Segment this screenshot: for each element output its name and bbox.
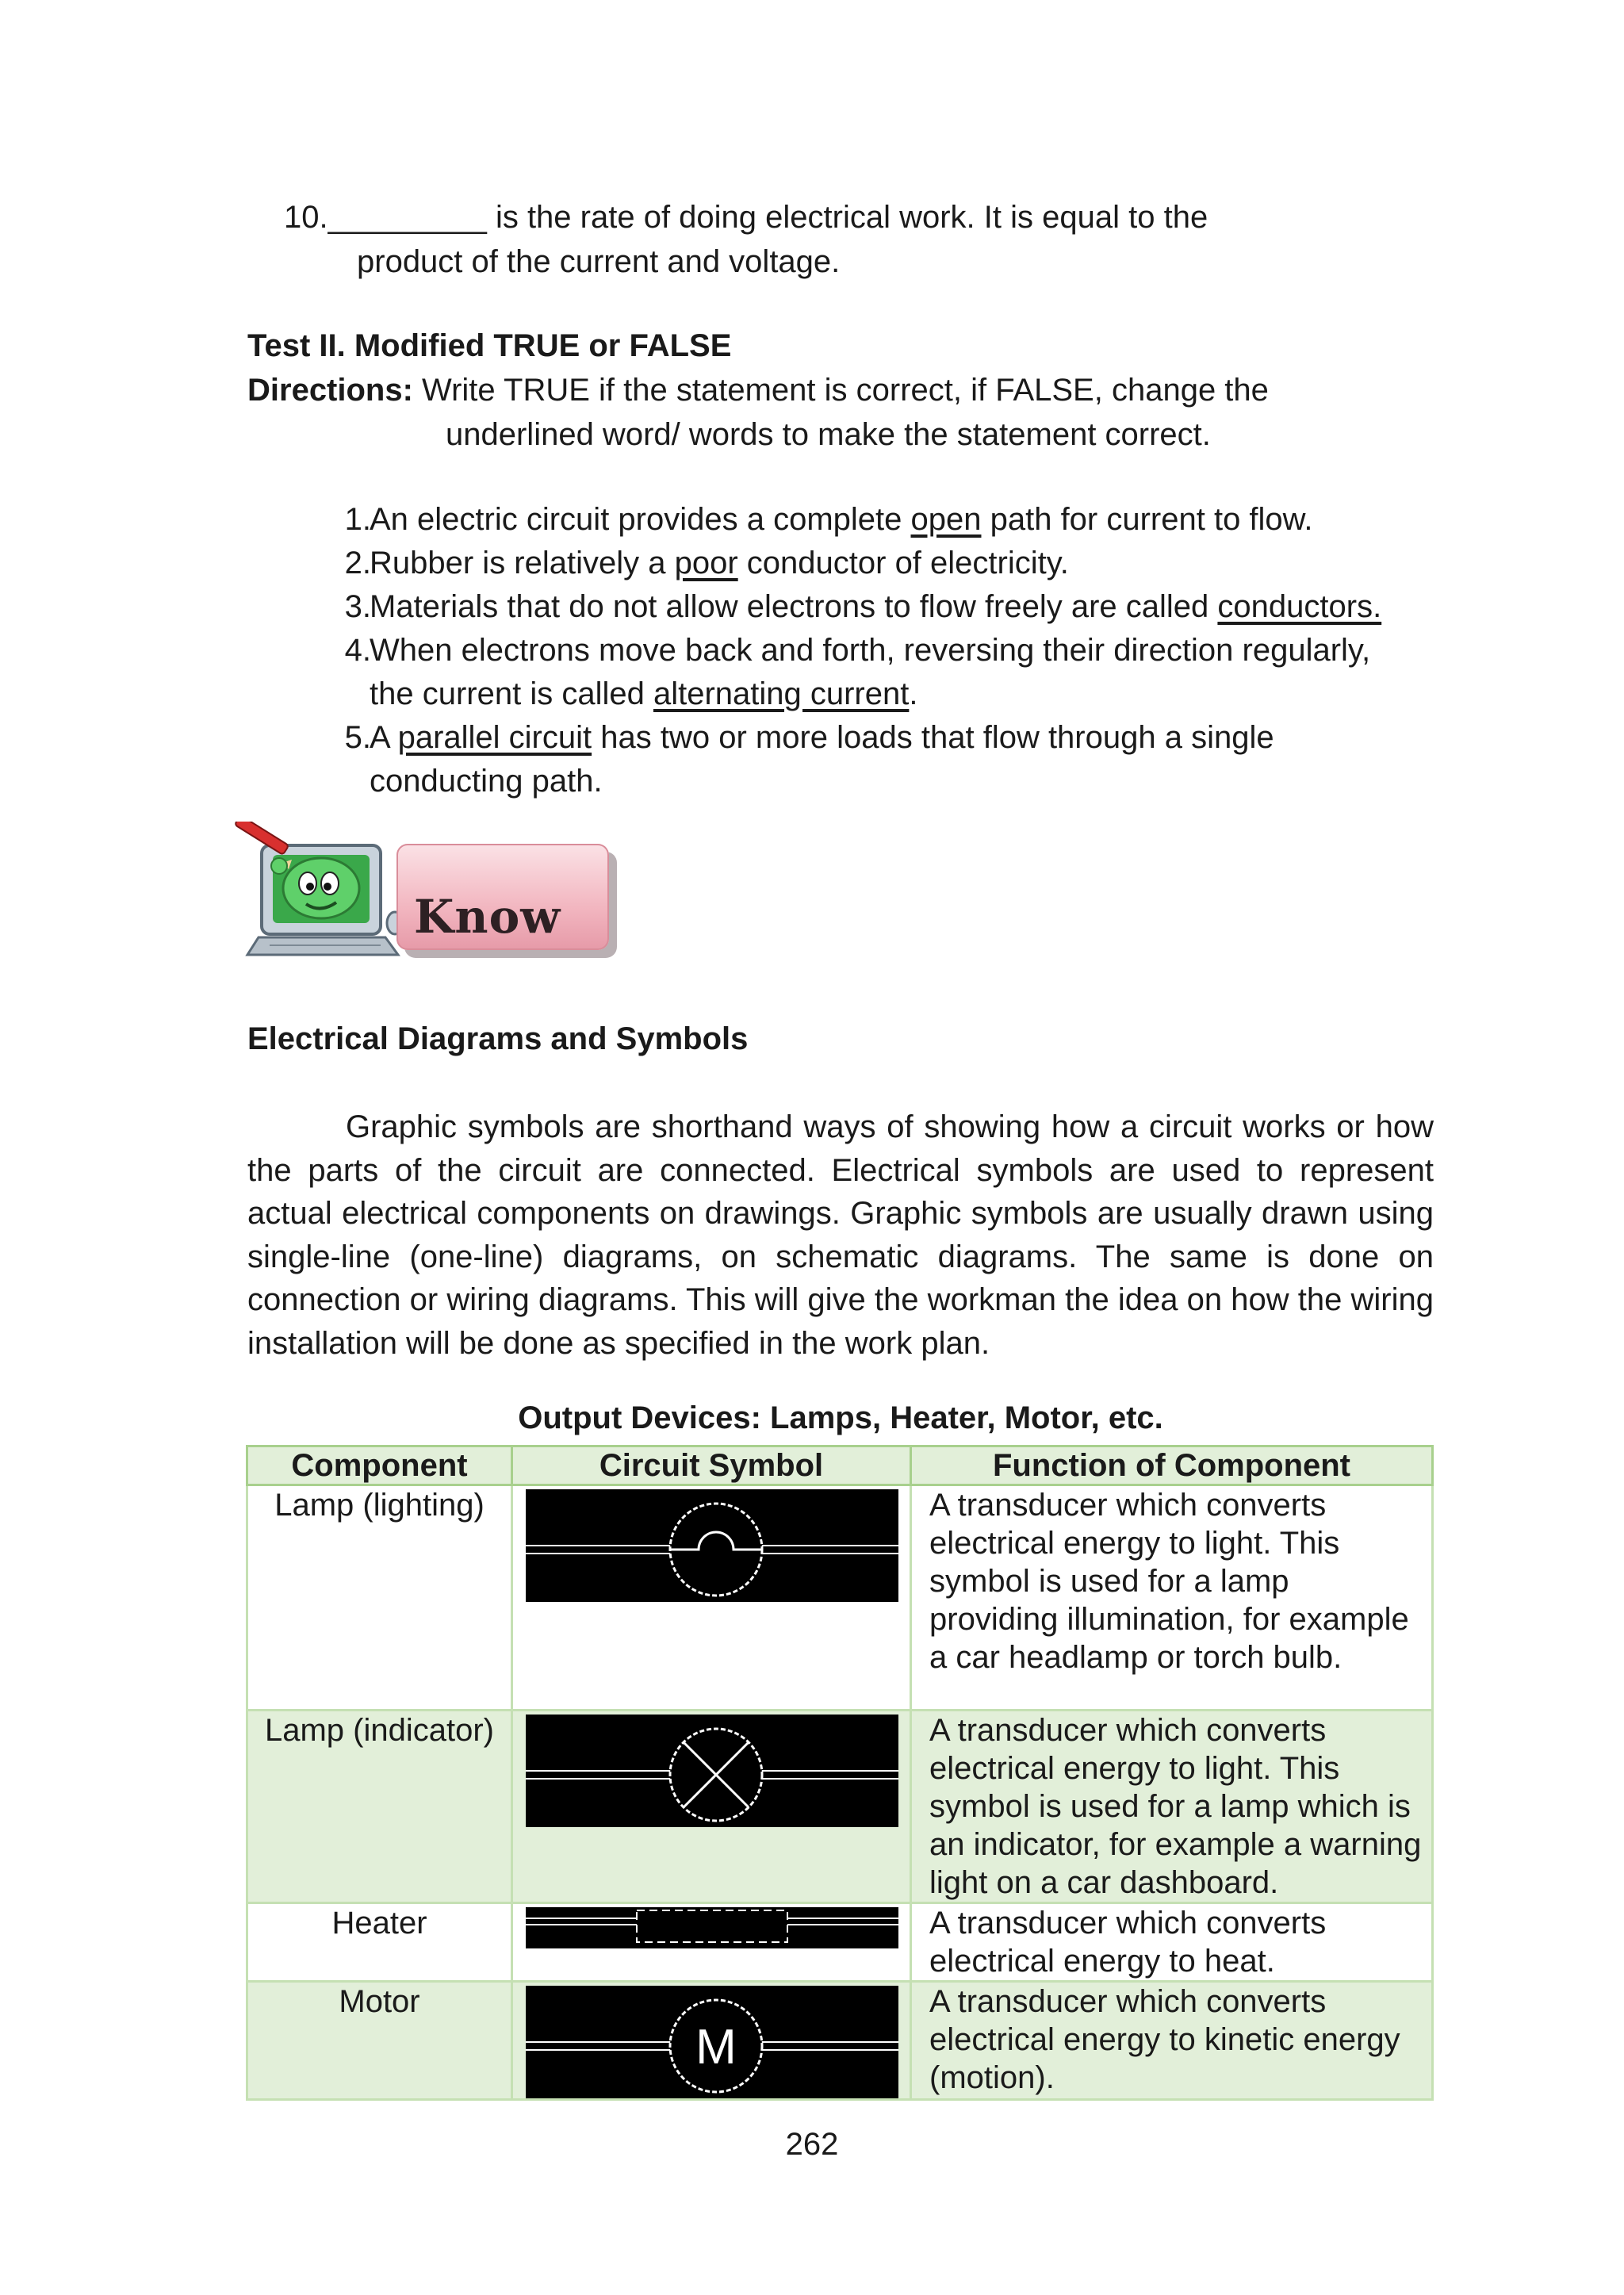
heater-symbol	[526, 1907, 898, 1948]
lamp-indicator-symbol	[526, 1715, 898, 1827]
symbol-cell	[512, 1903, 911, 1982]
table-row	[247, 1711, 1433, 1903]
item-number: 4.	[344, 633, 371, 668]
test-2-title: Test II. Modified TRUE or FALSE	[247, 328, 732, 363]
list-item	[322, 629, 1511, 716]
item-text: A	[370, 720, 398, 755]
output-devices-table	[246, 1445, 1434, 2101]
item-text: When electrons move back and forth, reversing their direction regularly,	[370, 633, 1371, 668]
table-header-row	[247, 1446, 1433, 1485]
underlined-word: parallel circuit	[397, 720, 592, 755]
component-cell: Lamp (indicator)	[247, 1711, 512, 1903]
item-text: conductor of electricity.	[737, 546, 1069, 580]
function-cell: A transducer which converts electrical energy to heat.	[911, 1903, 1433, 1982]
list-item	[322, 498, 1511, 542]
underlined-word: poor	[674, 546, 738, 580]
directions-text: Write TRUE if the statement is correct, if FALSE, change the	[412, 373, 1269, 408]
function-cell: A transducer which converts electrical energy to kinetic energy (motion).	[911, 1982, 1433, 2100]
item-text: path for current to flow.	[981, 502, 1313, 537]
true-false-list	[322, 498, 1511, 815]
column-header: Component	[247, 1446, 512, 1485]
item-number: 3.	[344, 589, 371, 624]
item-number: 2.	[344, 546, 371, 580]
question-10	[284, 195, 1208, 239]
function-cell: A transducer which converts electrical energy to light. This symbol is used for a lamp which is an indicator, for example a warning light on a car dashboard.	[911, 1711, 1433, 1903]
section-heading: Electrical Diagrams and Symbols	[247, 1021, 749, 1056]
directions	[247, 368, 1269, 412]
symbol-cell	[512, 1982, 911, 2100]
list-item	[322, 716, 1511, 803]
component-cell: Lamp (lighting)	[247, 1485, 512, 1711]
motor-symbol	[526, 1986, 898, 2098]
directions-label: Directions:	[247, 373, 413, 408]
item-text: Rubber is relatively a	[370, 546, 675, 580]
question-number: 10.	[284, 200, 328, 235]
underlined-word: alternating current	[653, 676, 910, 711]
column-header: Circuit Symbol	[512, 1446, 911, 1485]
component-cell: Motor	[247, 1982, 512, 2100]
know-badge	[396, 844, 609, 950]
directions-continued: underlined word/ words to make the statement correct.	[446, 417, 1211, 452]
computer-mascot-icon	[230, 822, 406, 961]
item-text: the current is called	[370, 676, 653, 711]
component-cell: Heater	[247, 1903, 512, 1982]
symbol-cell	[512, 1485, 911, 1711]
list-item	[322, 585, 1511, 629]
item-number: 5.	[344, 720, 371, 755]
question-text: is the rate of doing electrical work. It is equal to the	[486, 200, 1208, 235]
item-number: 1.	[344, 502, 371, 537]
item-text: .	[909, 676, 918, 711]
section-paragraph: Graphic symbols are shorthand ways of showing how a circuit works or how the parts of the circuit are connected. Electrical symbols are used to represent actual electrical components on drawings. Graphic symbols are usually drawn using single-line (one-line) diagrams, on schematic diagrams. The same is done on connection or wiring diagrams. This will give the workman the idea on how the wiring installation will be done as specified in the work plan.	[247, 1109, 1434, 1361]
table-row	[247, 1903, 1433, 1982]
item-text: Materials that do not allow electrons to flow freely are called	[370, 589, 1218, 624]
item-text: An electric circuit provides a complete	[370, 502, 911, 537]
table-row	[247, 1982, 1433, 2100]
page-number: 262	[785, 2127, 839, 2162]
lamp-lighting-symbol	[526, 1489, 898, 1602]
motor-letter: M	[695, 2020, 737, 2075]
list-item	[322, 542, 1511, 585]
symbol-cell	[512, 1711, 911, 1903]
column-header: Function of Component	[911, 1446, 1433, 1485]
table-row	[247, 1485, 1433, 1711]
item-text: conducting path.	[370, 764, 603, 799]
item-text: has two or more loads that flow through a single	[592, 720, 1274, 755]
answer-blank: _________	[327, 200, 487, 235]
table-caption: Output Devices: Lamps, Heater, Motor, etc.	[518, 1400, 1163, 1435]
know-badge-label: Know	[414, 890, 561, 944]
underlined-word: open	[910, 502, 982, 537]
underlined-word: conductors.	[1217, 589, 1382, 624]
question-10-continued: product of the current and voltage.	[357, 244, 841, 279]
function-cell: A transducer which converts electrical energy to light. This symbol is used for a lamp providing illumination, for example a car headlamp or torch bulb.	[911, 1485, 1433, 1711]
